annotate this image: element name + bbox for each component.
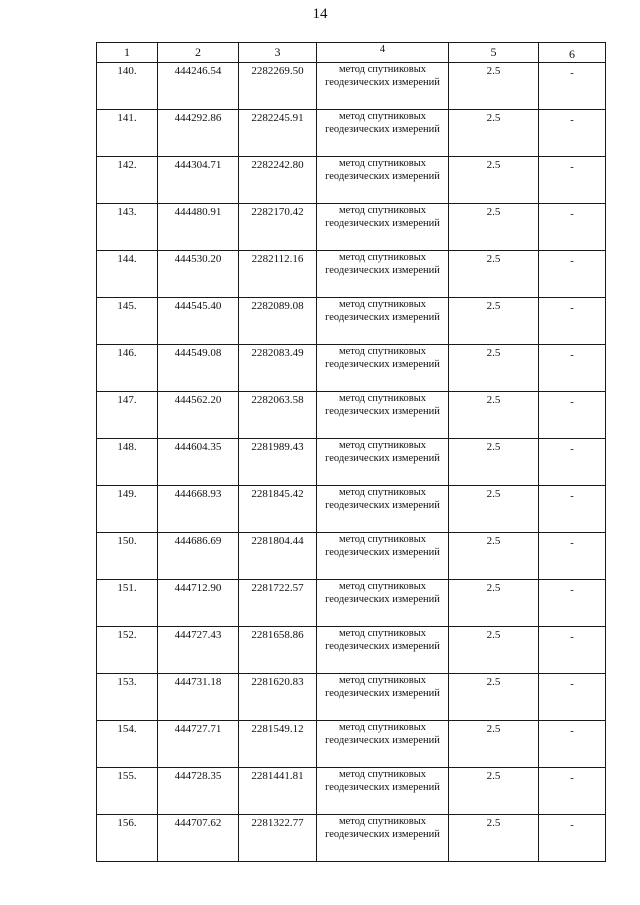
accuracy-cell: 2.5 [449, 110, 539, 157]
x-coordinate-cell: 444707.62 [158, 815, 239, 862]
method-cell: метод спутниковых геодезических измерений [317, 251, 449, 298]
table-row [97, 157, 606, 204]
coordinates-table [96, 42, 606, 862]
table-row [97, 345, 606, 392]
point-number-cell: 153. [97, 674, 158, 721]
method-cell: метод спутниковых геодезических измерений [317, 674, 449, 721]
y-coordinate-cell: 2282242.80 [239, 157, 317, 204]
y-coordinate-cell: 2281549.12 [239, 721, 317, 768]
table-row [97, 298, 606, 345]
column-6-cell: - [539, 815, 606, 862]
accuracy-cell: 2.5 [449, 251, 539, 298]
method-cell: метод спутниковых геодезических измерений [317, 627, 449, 674]
y-coordinate-cell: 2282245.91 [239, 110, 317, 157]
column-6-cell: - [539, 251, 606, 298]
point-number-cell: 141. [97, 110, 158, 157]
accuracy-cell: 2.5 [449, 204, 539, 251]
column-header: 2 [158, 43, 239, 63]
x-coordinate-cell: 444604.35 [158, 439, 239, 486]
point-number-cell: 156. [97, 815, 158, 862]
point-number-cell: 147. [97, 392, 158, 439]
method-cell: метод спутниковых геодезических измерений [317, 157, 449, 204]
accuracy-cell: 2.5 [449, 815, 539, 862]
accuracy-cell: 2.5 [449, 674, 539, 721]
method-cell: метод спутниковых геодезических измерений [317, 439, 449, 486]
accuracy-cell: 2.5 [449, 298, 539, 345]
table-row [97, 110, 606, 157]
accuracy-cell: 2.5 [449, 721, 539, 768]
column-6-cell: - [539, 157, 606, 204]
point-number-cell: 144. [97, 251, 158, 298]
table-row [97, 63, 606, 110]
x-coordinate-cell: 444731.18 [158, 674, 239, 721]
column-6-cell: - [539, 627, 606, 674]
method-cell: метод спутниковых геодезических измерений [317, 298, 449, 345]
y-coordinate-cell: 2281620.83 [239, 674, 317, 721]
point-number-cell: 155. [97, 768, 158, 815]
column-6-cell: - [539, 533, 606, 580]
column-header: 6 [539, 43, 606, 63]
x-coordinate-cell: 444727.71 [158, 721, 239, 768]
y-coordinate-cell: 2281658.86 [239, 627, 317, 674]
y-coordinate-cell: 2282170.42 [239, 204, 317, 251]
point-number-cell: 143. [97, 204, 158, 251]
table-row [97, 627, 606, 674]
x-coordinate-cell: 444712.90 [158, 580, 239, 627]
column-header: 1 [97, 43, 158, 63]
accuracy-cell: 2.5 [449, 580, 539, 627]
column-6-cell: - [539, 486, 606, 533]
method-cell: метод спутниковых геодезических измерений [317, 721, 449, 768]
y-coordinate-cell: 2282063.58 [239, 392, 317, 439]
column-6-cell: - [539, 204, 606, 251]
x-coordinate-cell: 444304.71 [158, 157, 239, 204]
x-coordinate-cell: 444530.20 [158, 251, 239, 298]
method-cell: метод спутниковых геодезических измерений [317, 345, 449, 392]
column-header: 3 [239, 43, 317, 63]
point-number-cell: 150. [97, 533, 158, 580]
table-row [97, 533, 606, 580]
accuracy-cell: 2.5 [449, 439, 539, 486]
method-cell: метод спутниковых геодезических измерений [317, 815, 449, 862]
y-coordinate-cell: 2281441.81 [239, 768, 317, 815]
y-coordinate-cell: 2282089.08 [239, 298, 317, 345]
accuracy-cell: 2.5 [449, 627, 539, 674]
point-number-cell: 142. [97, 157, 158, 204]
column-6-cell: - [539, 298, 606, 345]
method-cell: метод спутниковых геодезических измерений [317, 580, 449, 627]
y-coordinate-cell: 2281322.77 [239, 815, 317, 862]
x-coordinate-cell: 444727.43 [158, 627, 239, 674]
method-cell: метод спутниковых геодезических измерений [317, 110, 449, 157]
x-coordinate-cell: 444549.08 [158, 345, 239, 392]
column-6-cell: - [539, 721, 606, 768]
point-number-cell: 149. [97, 486, 158, 533]
table-row [97, 251, 606, 298]
point-number-cell: 145. [97, 298, 158, 345]
point-number-cell: 148. [97, 439, 158, 486]
x-coordinate-cell: 444292.86 [158, 110, 239, 157]
column-6-cell: - [539, 392, 606, 439]
y-coordinate-cell: 2281804.44 [239, 533, 317, 580]
column-6-cell: - [539, 110, 606, 157]
y-coordinate-cell: 2281845.42 [239, 486, 317, 533]
x-coordinate-cell: 444480.91 [158, 204, 239, 251]
method-cell: метод спутниковых геодезических измерений [317, 204, 449, 251]
point-number-cell: 152. [97, 627, 158, 674]
method-cell: метод спутниковых геодезических измерений [317, 533, 449, 580]
column-6-cell: - [539, 580, 606, 627]
y-coordinate-cell: 2282269.50 [239, 63, 317, 110]
x-coordinate-cell: 444668.93 [158, 486, 239, 533]
point-number-cell: 154. [97, 721, 158, 768]
method-cell: метод спутниковых геодезических измерений [317, 768, 449, 815]
accuracy-cell: 2.5 [449, 486, 539, 533]
y-coordinate-cell: 2281722.57 [239, 580, 317, 627]
accuracy-cell: 2.5 [449, 63, 539, 110]
column-6-cell: - [539, 439, 606, 486]
table-row [97, 721, 606, 768]
x-coordinate-cell: 444545.40 [158, 298, 239, 345]
table-row [97, 392, 606, 439]
method-cell: метод спутниковых геодезических измерений [317, 486, 449, 533]
column-6-cell: - [539, 63, 606, 110]
table-row [97, 768, 606, 815]
column-header: 4 [317, 43, 449, 63]
column-6-cell: - [539, 674, 606, 721]
accuracy-cell: 2.5 [449, 533, 539, 580]
method-cell: метод спутниковых геодезических измерений [317, 392, 449, 439]
x-coordinate-cell: 444562.20 [158, 392, 239, 439]
y-coordinate-cell: 2281989.43 [239, 439, 317, 486]
accuracy-cell: 2.5 [449, 392, 539, 439]
y-coordinate-cell: 2282083.49 [239, 345, 317, 392]
page-number: 14 [312, 6, 328, 22]
x-coordinate-cell: 444728.35 [158, 768, 239, 815]
point-number-cell: 146. [97, 345, 158, 392]
accuracy-cell: 2.5 [449, 768, 539, 815]
table-row [97, 439, 606, 486]
table-row [97, 204, 606, 251]
accuracy-cell: 2.5 [449, 157, 539, 204]
table-row [97, 674, 606, 721]
column-header: 5 [449, 43, 539, 63]
accuracy-cell: 2.5 [449, 345, 539, 392]
x-coordinate-cell: 444686.69 [158, 533, 239, 580]
x-coordinate-cell: 444246.54 [158, 63, 239, 110]
header-row [97, 43, 606, 63]
table-row [97, 486, 606, 533]
table-row [97, 815, 606, 862]
method-cell: метод спутниковых геодезических измерений [317, 63, 449, 110]
column-6-cell: - [539, 345, 606, 392]
point-number-cell: 151. [97, 580, 158, 627]
column-6-cell: - [539, 768, 606, 815]
table-row [97, 580, 606, 627]
point-number-cell: 140. [97, 63, 158, 110]
y-coordinate-cell: 2282112.16 [239, 251, 317, 298]
